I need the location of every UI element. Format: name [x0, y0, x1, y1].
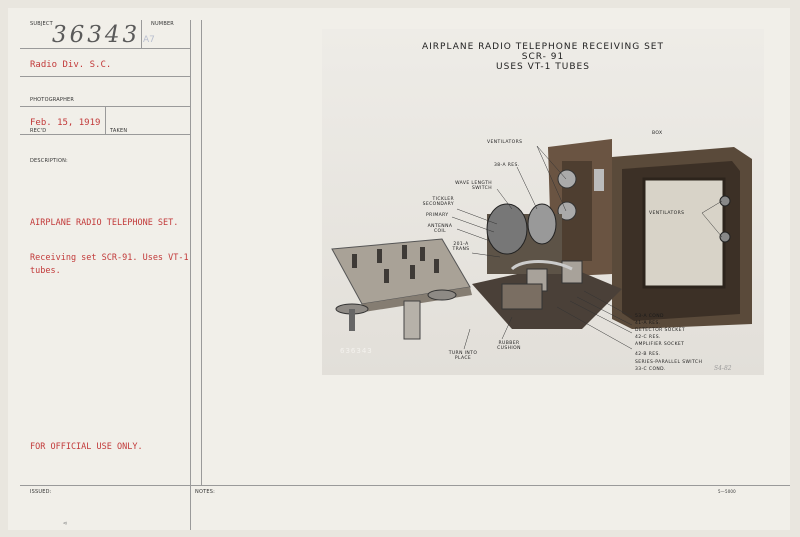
description-text: Receiving set SCR-91. Uses VT-1 tubes. [30, 253, 189, 276]
subject-number-divider [141, 20, 142, 48]
official-use: FOR OFFICIAL USE ONLY. [30, 442, 143, 452]
number-label: NUMBER [151, 21, 174, 27]
label-trans201a: 201-A TRANS [452, 242, 470, 252]
recd-label: REC'D [30, 128, 47, 134]
label-detector-socket: DETECTOR SOCKET [635, 328, 685, 333]
subject-label: SUBJECT [30, 21, 53, 27]
notes-label: NOTES: [195, 489, 215, 495]
form-number: 5—5000 [718, 489, 736, 494]
description-label: DESCRIPTION: [30, 158, 68, 164]
photo-frame-left [201, 20, 202, 485]
label-antenna-coil: ANTENNA COIL [427, 224, 453, 234]
label-amplifier-socket: AMPLIFIER SOCKET [635, 342, 685, 347]
label-ventilators-right: VENTILATORS [649, 211, 685, 216]
record-card [8, 8, 790, 530]
date: Feb. 15, 1919 [30, 118, 101, 128]
label-res42b: 42-B RES. [635, 352, 661, 357]
label-res42c: 42-C RES. [635, 335, 661, 340]
photo-title-line3: USES VT-1 TUBES [496, 62, 590, 72]
label-cond33c: 33-C COND. [635, 367, 666, 372]
header-rule-2 [20, 76, 190, 77]
stamp-mark: A7 [143, 35, 155, 45]
footer-rule [20, 485, 790, 486]
photographer-label: PHOTOGRAPHER [30, 97, 75, 103]
recd-taken-divider [105, 106, 106, 134]
label-res41a: 41-A RES. [635, 321, 661, 326]
photograph [322, 29, 764, 375]
equipment-illustration [322, 29, 764, 375]
header-rule-4 [20, 134, 190, 135]
box-case [612, 147, 752, 329]
photo-title-line1: AIRPLANE RADIO TELEPHONE RECEIVING SET [421, 42, 664, 52]
label-ventilators-top: VENTILATORS [487, 140, 523, 145]
label-series-parallel-switch: SERIES-PARALLEL SWITCH [635, 360, 703, 365]
corner-mark: S4-82 [714, 365, 732, 372]
label-res38a: 38-A RES. [494, 163, 520, 168]
label-turn-into-place: TURN INTO PLACE [448, 351, 478, 361]
label-rubber-cushion: RUBBER CUSHION [497, 341, 521, 351]
taken-label: TAKEN [110, 128, 128, 134]
description-title: AIRPLANE RADIO TELEPHONE SET. [30, 218, 179, 228]
label-box: BOX [652, 131, 663, 136]
handwritten-number: 36343 [52, 22, 141, 48]
photo-title-line2: SCR- 91 [521, 52, 565, 62]
label-wave-length-switch: WAVE LENGTH SWITCH [455, 181, 492, 191]
division: Radio Div. S.C. [30, 60, 112, 70]
margin-mark: ⊲ [63, 520, 67, 527]
label-primary: PRIMARY [426, 213, 449, 218]
issued-label: ISSUED: [30, 489, 52, 495]
header-rule-1 [20, 48, 190, 49]
label-tickler-secondary: TICKLER SECONDARY [422, 197, 454, 207]
negative-number: 636343 [340, 347, 373, 355]
label-cond53a: 53-A COND [635, 314, 664, 319]
